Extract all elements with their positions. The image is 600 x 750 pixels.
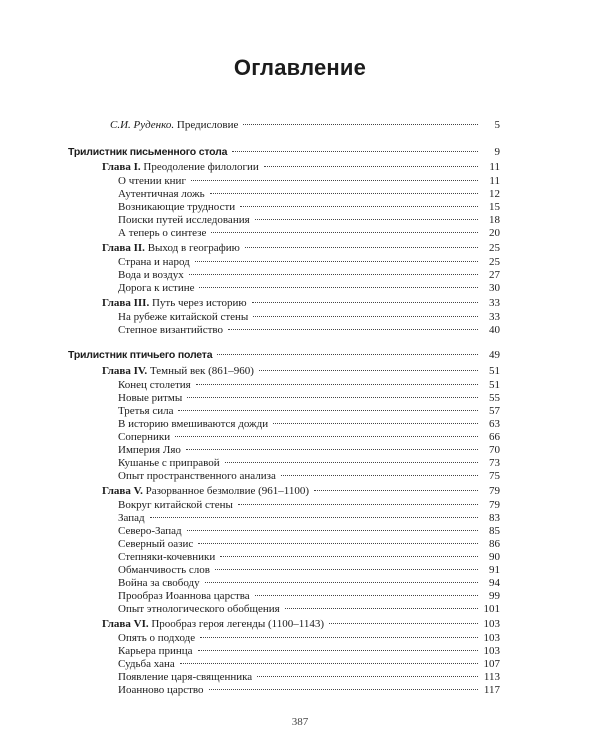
toc-section <box>118 602 500 616</box>
section-page: 40 <box>489 324 500 336</box>
chapter-title: Путь через историю <box>149 297 247 309</box>
chapter-page: 103 <box>483 618 500 630</box>
section-title: Появление царя-священника <box>118 671 253 683</box>
section-page: 12 <box>489 188 500 200</box>
section-page: 91 <box>489 564 500 576</box>
section-page: 86 <box>489 538 500 550</box>
toc-section <box>118 417 500 431</box>
section-title: Третья сила <box>118 405 174 417</box>
section-page: 73 <box>489 457 500 469</box>
chapter-page: 25 <box>489 242 500 254</box>
section-page: 11 <box>489 175 500 187</box>
leader-dots <box>220 556 478 557</box>
toc-section <box>118 213 500 227</box>
preface-author: С.И. Руденко. <box>110 119 175 131</box>
section-page: 57 <box>489 405 500 417</box>
section-title: Опять о подходе <box>118 632 196 644</box>
section-title: Конец столетия <box>118 379 191 391</box>
section-page: 107 <box>483 658 500 670</box>
leader-dots <box>178 410 478 411</box>
section-title: Кушанье с приправой <box>118 457 220 469</box>
section-title: Опыт этнологического обобщения <box>118 603 280 615</box>
chapter-title: Выход в географию <box>144 242 240 254</box>
leader-dots <box>238 504 478 505</box>
leader-dots <box>210 193 478 194</box>
toc-chapter <box>102 160 500 174</box>
toc-chapter <box>102 241 500 255</box>
toc-section <box>118 281 500 295</box>
toc-section <box>118 469 500 483</box>
toc-section <box>118 430 500 444</box>
section-title: Новые ритмы <box>118 392 183 404</box>
toc-section <box>118 443 500 457</box>
leader-dots <box>180 663 478 664</box>
section-title: О чтении книг <box>118 175 186 187</box>
leader-dots <box>281 475 478 476</box>
chapter-title: Преодоление филологии <box>140 161 259 173</box>
leader-dots <box>205 582 478 583</box>
section-page: 113 <box>483 671 500 683</box>
section-title: Империя Ляо <box>118 444 181 456</box>
leader-dots <box>257 676 478 677</box>
leader-dots <box>209 689 478 690</box>
section-page: 103 <box>483 645 500 657</box>
part-page: 49 <box>489 349 500 361</box>
toc-part <box>68 348 500 362</box>
leader-dots <box>186 449 478 450</box>
section-page: 33 <box>489 311 500 323</box>
chapter-label: Глава II. <box>102 242 145 254</box>
page-number: 387 <box>291 716 309 728</box>
leader-dots <box>228 329 478 330</box>
leader-dots <box>243 124 478 125</box>
section-title: Северо-Запад <box>118 525 182 537</box>
section-page: 85 <box>489 525 500 537</box>
leader-dots <box>198 650 478 651</box>
toc-section <box>118 670 500 684</box>
toc-section <box>118 683 500 697</box>
section-page: 15 <box>489 201 500 213</box>
chapter-page: 79 <box>489 485 500 497</box>
leader-dots <box>198 543 478 544</box>
toc-section <box>118 589 500 603</box>
toc-section <box>118 323 500 337</box>
section-title: Аутентичная ложь <box>118 188 205 200</box>
section-page: 51 <box>489 379 500 391</box>
toc-section <box>118 200 500 214</box>
part-title: Трилистник письменного стола <box>68 146 228 158</box>
chapter-label: Глава IV. <box>102 365 148 377</box>
chapter-label: Глава I. <box>102 161 141 173</box>
section-title: Опыт пространственного анализа <box>118 470 276 482</box>
section-title: Судьба хана <box>118 658 175 670</box>
section-page: 18 <box>489 214 500 226</box>
leader-dots <box>200 637 478 638</box>
section-page: 117 <box>483 684 500 696</box>
toc-section <box>118 498 500 512</box>
toc-chapter <box>102 617 500 631</box>
section-page: 79 <box>489 499 500 511</box>
toc-preface <box>110 118 500 132</box>
section-page: 99 <box>489 590 500 602</box>
section-title: В историю вмешиваются дожди <box>118 418 269 430</box>
toc-section <box>118 657 500 671</box>
chapter-title: Прообраз героя легенды (1100–1143) <box>148 618 324 630</box>
leader-dots <box>245 247 478 248</box>
toc-section <box>118 226 500 240</box>
leader-dots <box>232 151 478 152</box>
toc-section <box>118 644 500 658</box>
chapter-page: 11 <box>489 161 500 173</box>
leader-dots <box>264 166 478 167</box>
chapter-page: 33 <box>489 297 500 309</box>
section-title: Степное византийство <box>118 324 224 336</box>
section-page: 101 <box>483 603 500 615</box>
section-page: 20 <box>489 227 500 239</box>
leader-dots <box>252 302 478 303</box>
toc-chapter <box>102 484 500 498</box>
section-title: Война за свободу <box>118 577 200 589</box>
section-page: 103 <box>483 632 500 644</box>
section-title: Иоанново царство <box>118 684 204 696</box>
toc-part <box>68 145 500 159</box>
toc-section <box>118 404 500 418</box>
part-page: 9 <box>494 146 500 158</box>
leader-dots <box>314 490 478 491</box>
section-page: 75 <box>489 470 500 482</box>
section-page: 70 <box>489 444 500 456</box>
leader-dots <box>215 569 478 570</box>
chapter-label: Глава III. <box>102 297 150 309</box>
section-title: Вода и воздух <box>118 269 184 281</box>
section-page: 94 <box>489 577 500 589</box>
chapter-page: 51 <box>489 365 500 377</box>
section-page: 55 <box>489 392 500 404</box>
section-title: Северный оазис <box>118 538 194 550</box>
preface-page: 5 <box>494 119 500 131</box>
leader-dots <box>273 423 478 424</box>
toc-section <box>118 576 500 590</box>
toc-section <box>118 563 500 577</box>
section-title: Степняки-кочевники <box>118 551 216 563</box>
leader-dots <box>211 232 478 233</box>
chapter-title: Темный век (861–960) <box>147 365 254 377</box>
leader-dots <box>217 354 478 355</box>
section-page: 27 <box>489 269 500 281</box>
toc-section <box>118 550 500 564</box>
leader-dots <box>196 384 478 385</box>
leader-dots <box>255 595 478 596</box>
section-title: Страна и народ <box>118 256 190 268</box>
section-title: Прообраз Иоаннова царства <box>118 590 250 602</box>
section-page: 90 <box>489 551 500 563</box>
toc-section <box>118 391 500 405</box>
preface-title: Предисловие <box>174 119 239 131</box>
section-title: Поиски путей исследования <box>118 214 250 226</box>
toc-section <box>118 174 500 188</box>
section-title: Карьера принца <box>118 645 193 657</box>
toc-section <box>118 631 500 645</box>
leader-dots <box>329 623 478 624</box>
leader-dots <box>187 397 478 398</box>
section-title: На рубеже китайской стены <box>118 311 249 323</box>
toc-chapter <box>102 296 500 310</box>
chapter-label: Глава VI. <box>102 618 149 630</box>
leader-dots <box>285 608 478 609</box>
toc-section <box>118 255 500 269</box>
section-page: 30 <box>489 282 500 294</box>
leader-dots <box>189 274 478 275</box>
toc-section <box>118 378 500 392</box>
leader-dots <box>255 219 478 220</box>
toc-title: Оглавление <box>233 55 367 80</box>
toc-section <box>118 456 500 470</box>
section-page: 66 <box>489 431 500 443</box>
leader-dots <box>225 462 478 463</box>
leader-dots <box>150 517 478 518</box>
toc-section <box>118 537 500 551</box>
chapter-label: Глава V. <box>102 485 143 497</box>
leader-dots <box>187 530 478 531</box>
leader-dots <box>175 436 478 437</box>
section-page: 25 <box>489 256 500 268</box>
section-title: Вокруг китайской стены <box>118 499 233 511</box>
leader-dots <box>253 316 478 317</box>
leader-dots <box>199 287 478 288</box>
leader-dots <box>259 370 478 371</box>
toc-section <box>118 268 500 282</box>
section-title: А теперь о синтезе <box>118 227 207 239</box>
section-page: 63 <box>489 418 500 430</box>
section-title: Дорога к истине <box>118 282 195 294</box>
section-title: Возникающие трудности <box>118 201 236 213</box>
chapter-title: Разорванное безмолвие (961–1100) <box>142 485 310 497</box>
section-title: Обманчивость слов <box>118 564 210 576</box>
toc-chapter <box>102 364 500 378</box>
toc-section <box>118 511 500 525</box>
leader-dots <box>195 261 478 262</box>
part-title: Трилистник птичьего полета <box>68 349 213 361</box>
toc-section <box>118 310 500 324</box>
toc-section <box>118 524 500 538</box>
section-title: Запад <box>118 512 145 524</box>
leader-dots <box>191 180 478 181</box>
leader-dots <box>240 206 478 207</box>
toc-section <box>118 187 500 201</box>
section-page: 83 <box>489 512 500 524</box>
section-title: Соперники <box>118 431 171 443</box>
